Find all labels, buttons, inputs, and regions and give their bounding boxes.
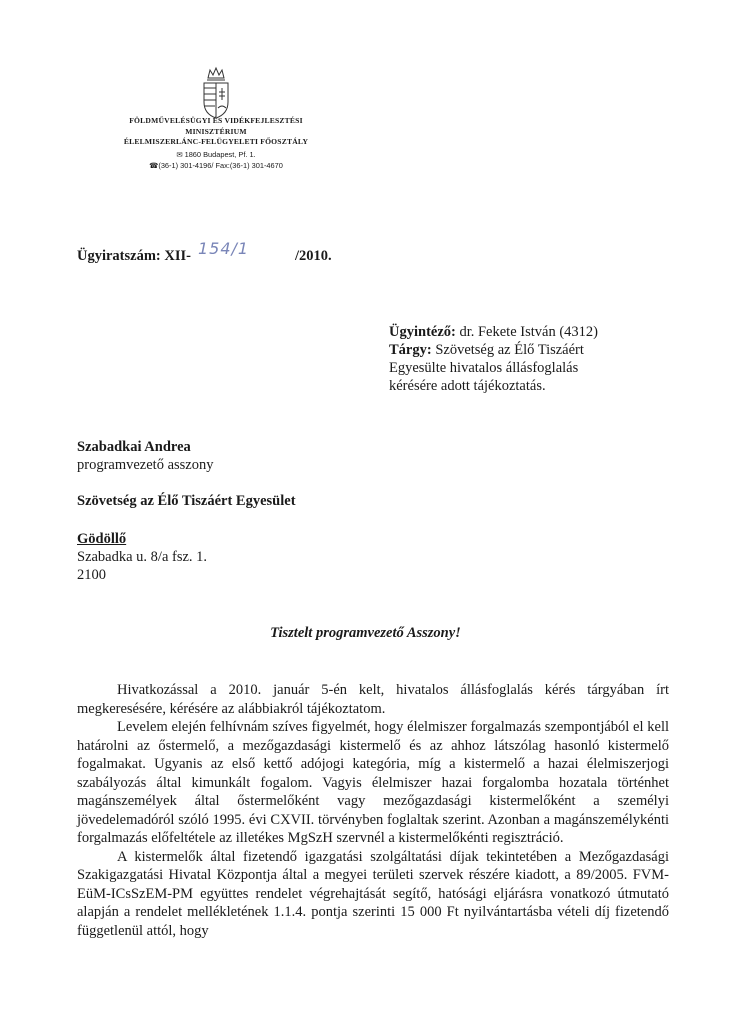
phone-fax-text: (36-1) 301-4196/ Fax:(36-1) 301-4670 bbox=[158, 160, 283, 170]
salutation: Tisztelt programvezető Asszony! bbox=[270, 625, 461, 641]
subject-text: kérésére adott tájékoztatás. bbox=[389, 378, 546, 394]
postal-address bbox=[80, 150, 352, 161]
administrator-line bbox=[389, 323, 689, 341]
phone-fax bbox=[80, 161, 352, 172]
envelope-icon: ✉ bbox=[176, 150, 183, 159]
body-paragraph: Hivatkozással a 2010. január 5-én kelt, hivatalos állásfoglalás kérés tárgyában írt megkeresésére, kérésére az alábbiakról tájékoztatom. bbox=[77, 682, 669, 717]
subject-text: Egyesülte hivatalos állásfoglalás bbox=[389, 360, 579, 376]
recipient-person bbox=[77, 438, 214, 474]
administrator-block bbox=[389, 323, 689, 395]
reference-label: Ügyiratszám: XII- bbox=[77, 248, 191, 264]
recipient-street: Szabadka u. 8/a fsz. 1. bbox=[77, 549, 208, 565]
ministry-line: ÉLELMISZERLÁNC-FELÜGYELETI FŐOSZTÁLY bbox=[123, 137, 309, 146]
recipient-name: Szabadkai Andrea bbox=[77, 439, 191, 455]
letter-body bbox=[77, 681, 669, 940]
body-paragraph: A kistermelők által fizetendő igazgatási szolgáltatási díjak tekintetében a Mezőgazdasági Szakigazgatási Hivatal Központja által a megyei területi szervek részére kiadott, a 89/2005. FVM-EüM-ICsSzEM-PM együttes rendelet végrehajtását segítő, hatósági eljárásra vonatkozó útmutató alapján a rendelet mellékletének 1.1.4. pontja szerinti 15 000 Ft nyilvántartásba vételi díj fizetendő függetlenül attól, hogy bbox=[77, 848, 669, 939]
ministry-line: MINISZTÉRIUM bbox=[185, 126, 247, 136]
reference-number bbox=[77, 239, 332, 265]
subject-label: Tárgy: bbox=[389, 342, 432, 358]
administrator-value: dr. Fekete István (4312) bbox=[459, 324, 598, 340]
recipient-postcode: 2100 bbox=[77, 567, 106, 583]
body-paragraph: Levelem elején felhívnám szíves figyelmét, hogy élelmiszer forgalmazás szempontjából el kell határolni az őstermelő, a mezőgazdasági kistermelő és az ahhoz látszólag hasonló kistermelő fogalmakat. Ugyanis az első kettő adójogi kategória, míg a kistermelő a hazai élelmiszerjogi szabályozás által kimunkált fogalom. Vagyis élelmiszer hazai forgalomba hozatala történhet magánszemélyek által őstermelőként vagy mezőgazdasági kistermelőként a személyi jövedelemadóról szóló 1995. évi CXVII. törvényben foglaltak szerint. Azonban a magánszemélykénti forgalmazás előfeltétele az illetékes MgSzH szervnél a kistermelőkénti regisztráció. bbox=[77, 719, 669, 846]
handwritten-number: 154/1 bbox=[198, 239, 250, 258]
subject-line bbox=[389, 341, 689, 359]
recipient-city: Gödöllő bbox=[77, 531, 127, 547]
contact-info bbox=[80, 150, 352, 171]
telephone-icon: ☎ bbox=[149, 160, 159, 170]
recipient-title: programvezető asszony bbox=[77, 457, 214, 473]
ministry-line: FÖLDMŰVELÉSÜGYI ÉS VIDÉKFEJLESZTÉSI bbox=[129, 116, 303, 125]
recipient-organization: Szövetség az Élő Tiszáért Egyesület bbox=[77, 493, 296, 509]
recipient-address bbox=[77, 530, 207, 584]
ministry-name bbox=[80, 116, 352, 148]
administrator-label: Ügyintéző: bbox=[389, 324, 456, 340]
address-text: 1860 Budapest, Pf. 1. bbox=[184, 150, 256, 159]
reference-year: /2010. bbox=[295, 248, 332, 264]
coat-of-arms-icon bbox=[196, 66, 236, 120]
subject-text: Szövetség az Élő Tiszáért bbox=[435, 342, 584, 358]
